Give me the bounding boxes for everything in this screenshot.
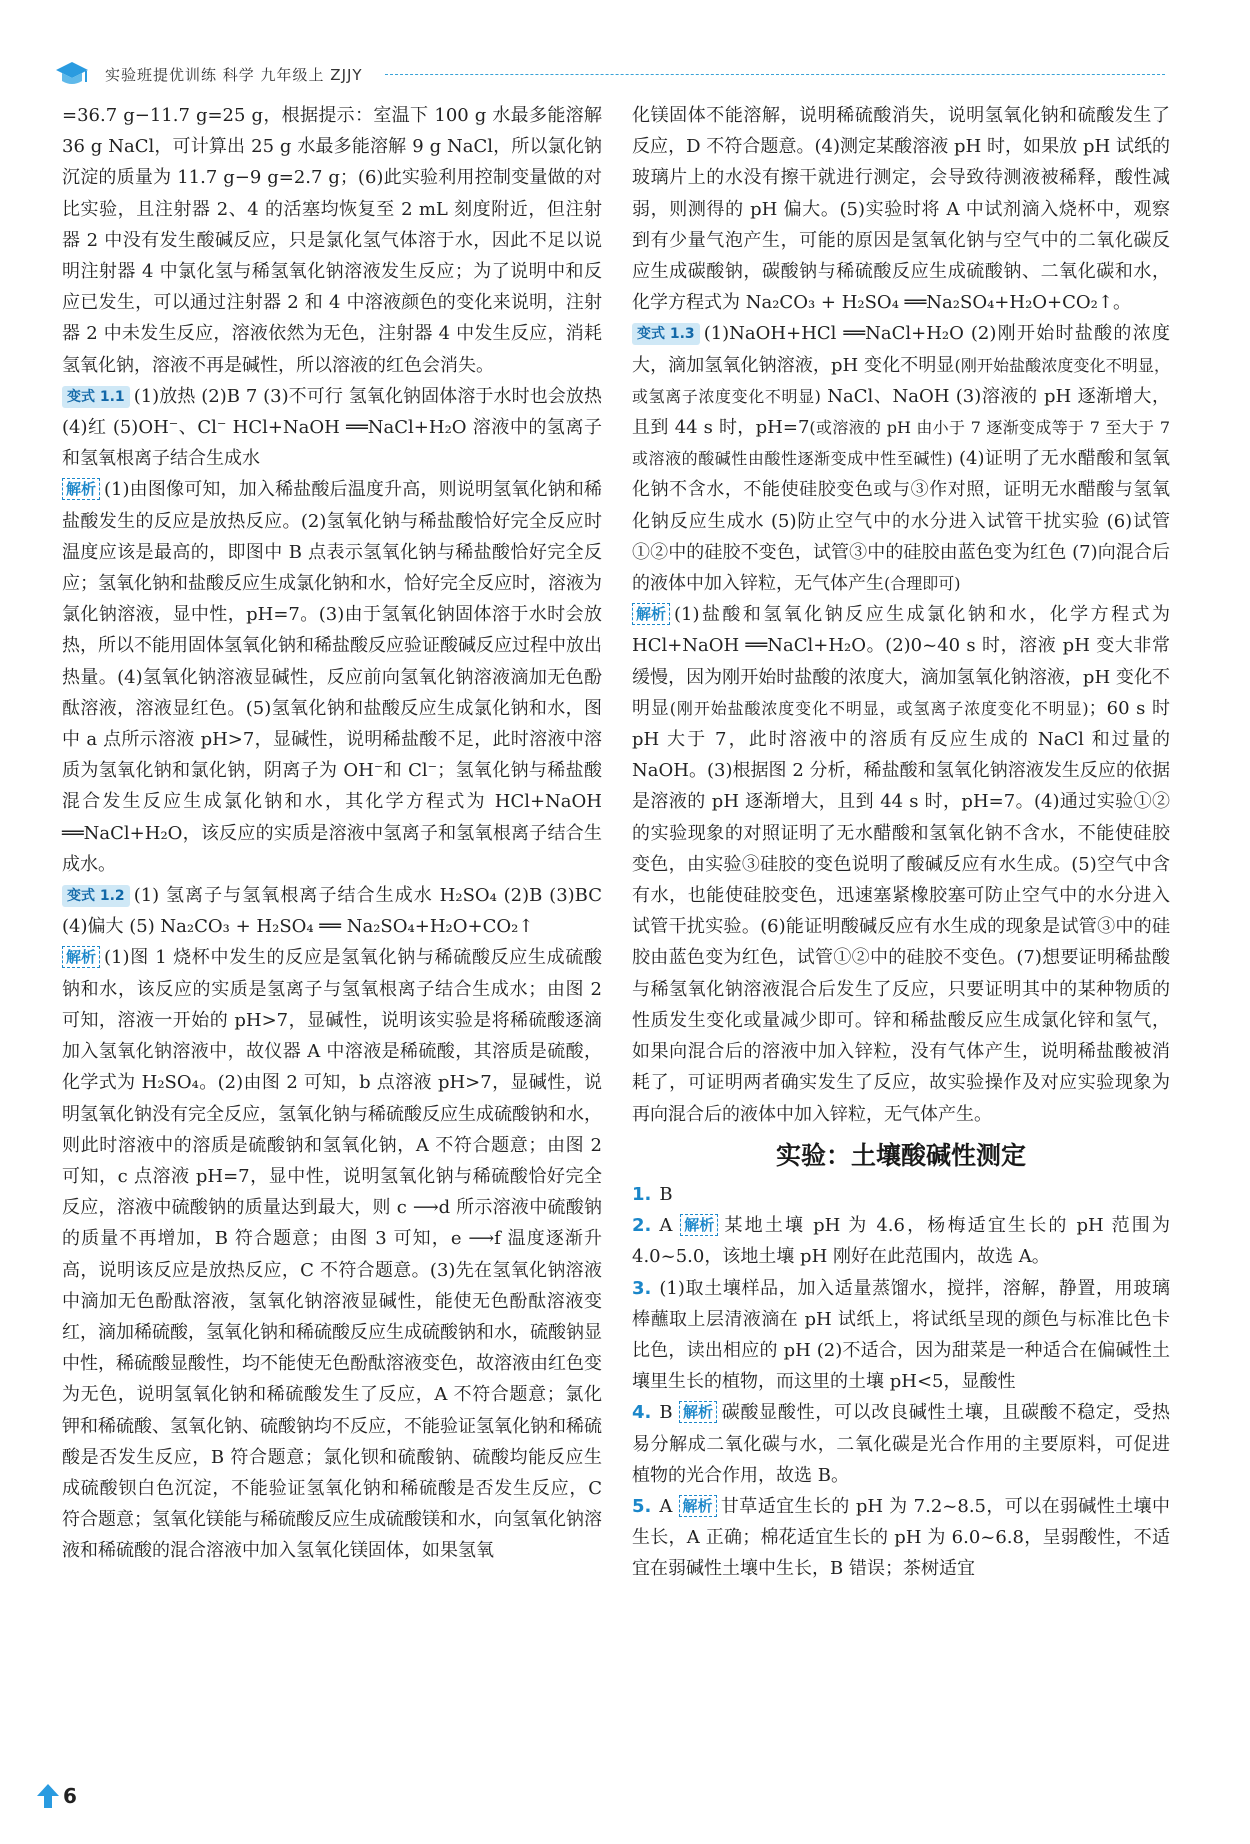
question-1: 1. B xyxy=(632,1183,673,1205)
header-divider xyxy=(385,74,1165,75)
variant-1-1-analysis: 解析 (1)由图像可知，加入稀盐酸后温度升高，则说明氢氧化钠和稀盐酸发生的反应是放热反应。(2)氢氧化钠与稀盐酸恰好完全反应时温度应该是最高的，即图中 B 点表示氢氧化钠与稀盐酸恰好完全反应；氢氧化钠和盐酸反应生成氯化钠和水，恰好完全反应时，溶液为氯化钠溶液，显中性，pH=7。(3)由于氢氧化钠固体溶于水时会放热，所以不能用固体氢氧化钠和稀盐酸反应验证酸碱反应过程中放出热量。(4)氢氧化钠溶液显碱性，反应前向氢氧化钠溶液滴加无色酚酞溶液，溶液显红色。(5)氢氧化钠和盐酸反应生成氯化钠和水，图中 a 点所示溶液 pH>7，显碱性，说明稀盐酸不足，此时溶液中溶质为氢氧化钠和氯化钠，阴离子为 OH⁻和 Cl⁻；氢氧化钠与稀盐酸混合发生反应生成氯化钠和水，其化学方程式为 HCl+NaOH ══NaCl+H₂O，该反应的实质是溶液中氢离子和氢氧根离子结合生成水。 xyxy=(62,479,602,875)
intro-paragraph: =36.7 g−11.7 g=25 g，根据提示：室温下 100 g 水最多能溶解 36 g NaCl，可计算出 25 g 水最多能溶解 9 g NaCl，所以氯化钠沉淀的质量为 11.7 g−9 g=2.7 g；(6)此实验利用控制变量做的对比实验，且注射器 2、4 的活塞均恢复至 2 mL 刻度附近，但注射器 2 中没有发生酸碱反应，只是氯化氢气体溶于水，因此不足以说明注射器 4 中氯化氢与稀氢氧化钠溶液发生反应；为了说明中和反应已发生，可以通过注射器 2 和 4 中溶液颜色的变化来说明，注射器 2 中未发生反应，溶液依然为无色，注射器 4 中发生反应，消耗氢氧化钠，溶液不再是碱性，所以溶液的红色会消失。 xyxy=(62,105,602,376)
variant-1-2-analysis: 解析 (1)图 1 烧杯中发生的反应是氢氧化钠与稀硫酸反应生成硫酸钠和水，该反应的实质是氢离子与氢氧根离子结合生成水；由图 2 可知，溶液一开始的 pH>7，显碱性，说明该实验是将稀硫酸逐滴加入氢氧化钠溶液中，故仪器 A 中溶液是稀硫酸，其溶质是硫酸，化学式为 H₂SO₄。(2)由图 2 可知，b 点溶液 pH>7，显碱性，说明氢氧化钠没有完全反应，氢氧化钠与稀硫酸反应生成硫酸钠和水，则此时溶液中的溶质是硫酸钠和氢氧化钠，A 不符合题意；由图 2 可知，c 点溶液 pH=7，显中性，说明氢氧化钠与稀硫酸恰好完全反应，溶液中硫酸钠的质量达到最大，则 c ⟶d 所示溶液中硫酸钠的质量不再增加，B 符合题意；由图 3 可知，e ⟶f 温度逐渐升高，说明该反应是放热反应，C 不符合题意。(3)先在氢氧化钠溶液中滴加无色酚酞溶液，氢氧化钠溶液显碱性，能使无色酚酞溶液变红，滴加稀硫酸，氢氧化钠和稀硫酸反应生成硫酸钠和水，硫酸钠显中性，稀硫酸显酸性，均不能使无色酚酞溶液变色，故溶液由红色变为无色，说明氢氧化钠和稀硫酸发生了反应，A 不符合题意；氯化钾和稀硫酸、氢氧化钠、硫酸钠均不反应，不能验证氢氧化钠和稀硫酸是否发生反应，B 符合题意；氯化钡和硫酸钠、硫酸均能反应生成硫酸钡白色沉淀，不能验证氢氧化钠和稀硫酸是否发生反应，C 符合题意；氢氧化镁能与稀硫酸反应生成硫酸镁和水，向氢氧化钠溶液和稀硫酸的混合溶液中加入氢氧化镁固体，如果氢氧 xyxy=(62,947,602,1562)
question-3: 3. (1)取土壤样品，加入适量蒸馏水，搅拌，溶解，静置，用玻璃棒蘸取上层清液滴在 pH 试纸上，将试纸呈现的颜色与标准比色卡比色，读出相应的 pH (2)不适合，因为甜菜是一种适合在偏碱性土壤里生长的植物，而这里的土壤 pH<5，显酸性 xyxy=(632,1277,1170,1393)
analysis-label: 解析 xyxy=(679,1495,717,1517)
continued-paragraph: 化镁固体不能溶解，说明稀硫酸消失，说明氢氧化钠和硫酸发生了反应，D 不符合题意。(4)测定某酸溶液 pH 时，如果放 pH 试纸的玻璃片上的水没有擦干就进行测定，会导致待测液被稀释，酸性减弱，则测得的 pH 偏大。(5)实验时将 A 中试剂滴入烧杯中，观察到有少量气泡产生，可能的原因是氢氧化钠与空气中的二氧化碳反应生成碳酸钠，碳酸钠与稀硫酸反应生成硫酸钠、二氧化碳和水，化学方程式为 Na₂CO₃ + H₂SO₄ ══Na₂SO₄+H₂O+CO₂↑。 xyxy=(632,105,1170,314)
analysis-label: 解析 xyxy=(62,478,100,500)
variant-1-3-tag: 变式 1.3 xyxy=(632,323,700,345)
arrow-up-icon xyxy=(35,1782,61,1812)
left-column xyxy=(62,100,602,1567)
analysis-label: 解析 xyxy=(680,1214,718,1236)
analysis-label: 解析 xyxy=(632,603,670,625)
question-5: 5. A 解析 甘草适宜生长的 pH 为 7.2~8.5，可以在弱碱性土壤中生长，A 正确；棉花适宜生长的 pH 为 6.0~6.8，呈弱酸性，不适宜在弱碱性土壤中生长，B 错误；茶树适宜 xyxy=(632,1495,1170,1580)
page-header xyxy=(55,58,1165,98)
question-4: 4. B 解析 碳酸显酸性，可以改良碱性土壤，且碳酸不稳定，受热易分解成二氧化碳与水，二氧化碳是光合作用的主要原料，可促进植物的光合作用，故选 B。 xyxy=(632,1402,1170,1486)
page-footer xyxy=(35,1778,95,1818)
variant-1-2-answer: 变式 1.2 (1) 氢离子与氢氧根离子结合生成水 H₂SO₄ (2)B (3)BC (4)偏大 (5) Na₂CO₃ + H₂SO₄ ══ Na₂SO₄+H₂O+CO₂↑ xyxy=(62,885,602,938)
right-column xyxy=(632,100,1170,1585)
question-2: 2. A 解析 某地土壤 pH 为 4.6，杨梅适宜生长的 pH 范围为 4.0~5.0，该地土壤 pH 刚好在此范围内，故选 A。 xyxy=(632,1215,1170,1268)
graduation-cap-icon xyxy=(55,60,89,90)
variant-1-2-tag: 变式 1.2 xyxy=(62,885,130,907)
variant-1-3-answer: 变式 1.3 (1)NaOH+HCl ══NaCl+H₂O (2)刚开始时盐酸的浓度大，滴加氢氧化钠溶液，pH 变化不明显(刚开始盐酸浓度变化不明显，或氢离子浓度变化不明显) NaCl、NaOH (3)溶液的 pH 逐渐增大，且到 44 s 时，pH=7(或溶液的 pH 由小于 7 逐渐变成等于 7 至大于 7 或溶液的酸碱性由酸性逐渐变成中性至碱性) (4)证明了无水醋酸和氢氧化钠不含水，不能使硅胶变色或与③作对照，证明无水醋酸与氢氧化钠反应生成水 (5)防止空气中的水分进入试管干扰实验 (6)试管①②中的硅胶不变色，试管③中的硅胶由蓝色变为红色 (7)向混合后的液体中加入锌粒，无气体产生(合理即可) xyxy=(632,323,1171,595)
variant-1-3-analysis: 解析 (1)盐酸和氢氧化钠反应生成氯化钠和水，化学方程式为 HCl+NaOH ══NaCl+H₂O。(2)0~40 s 时，溶液 pH 变大非常缓慢，因为刚开始时盐酸的浓度大，滴加氢氧化钠溶液，pH 变化不明显(刚开始盐酸浓度变化不明显，或氢离子浓度变化不明显)；60 s 时 pH 大于 7，此时溶液中的溶质有反应生成的 NaCl 和过量的 NaOH。(3)根据图 2 分析，稀盐酸和氢氧化钠溶液发生反应的依据是溶液的 pH 逐渐增大，且到 44 s 时，pH=7。(4)通过实验①②的实验现象的对照证明了无水醋酸和氢氧化钠不含水，不能使硅胶变色，由实验③硅胶的变色说明了酸碱反应有水生成。(5)空气中含有水，也能使硅胶变色，迅速塞紧橡胶塞可防止空气中的水分进入试管干扰实验。(6)能证明酸碱反应有水生成的现象是试管③中的硅胶由蓝色变为红色，试管①②中的硅胶不变色。(7)想要证明稀盐酸与稀氢氧化钠溶液混合后发生了反应，只要证明其中的某种物质的性质发生变化或量减少即可。锌和稀盐酸反应生成氯化锌和氢气，如果向混合后的溶液中加入锌粒，没有气体产生，说明稀盐酸被消耗了，可证明两者确实发生了反应，故实验操作及对应实验现象为再向混合后的液体中加入锌粒，无气体产生。 xyxy=(632,604,1170,1125)
variant-1-1-answer: 变式 1.1 (1)放热 (2)B 7 (3)不可行 氢氧化钠固体溶于水时也会放热 (4)红 (5)OH⁻、Cl⁻ HCl+NaOH ══NaCl+H₂O 溶液中的氢离子和氢氧根离子结合生成水 xyxy=(62,385,602,470)
analysis-label: 解析 xyxy=(62,946,100,968)
section-title: 实验：土壤酸碱性测定 xyxy=(775,1140,1026,1170)
variant-1-1-tag: 变式 1.1 xyxy=(62,386,130,408)
page-number: 6 xyxy=(63,1784,77,1808)
analysis-label: 解析 xyxy=(679,1401,717,1423)
header-title: 实验班提优训练 科学 九年级上 ZJJY xyxy=(105,66,363,84)
